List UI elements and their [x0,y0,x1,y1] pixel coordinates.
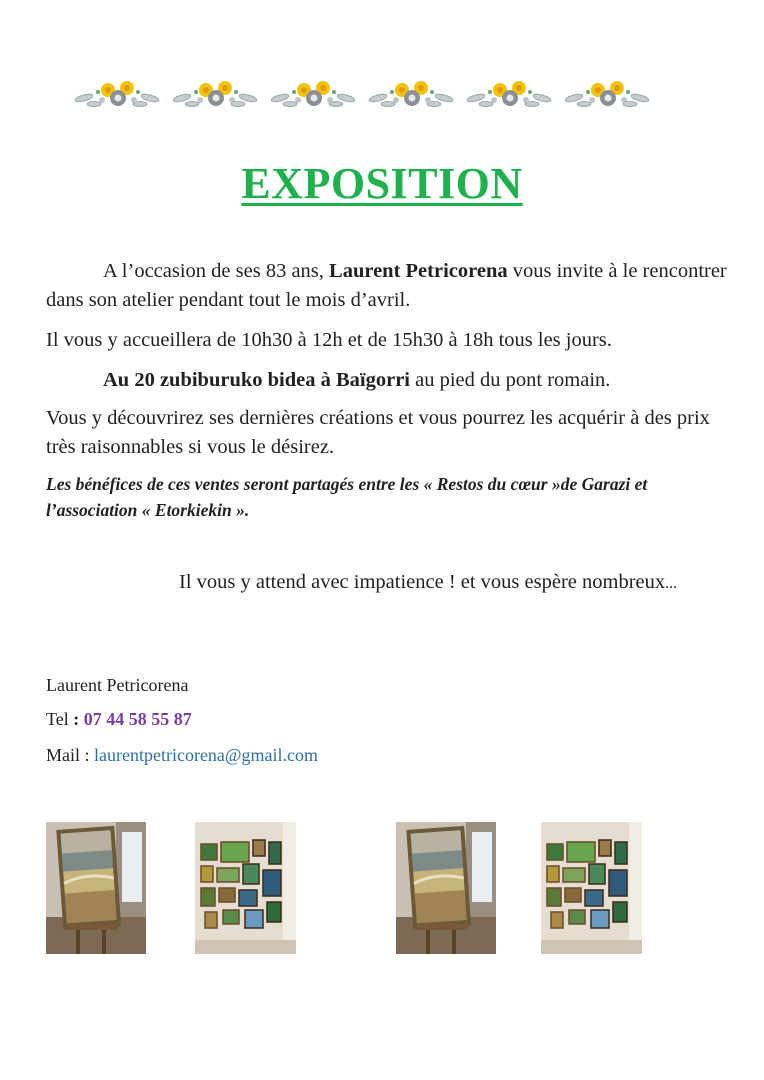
gallery-wall-image [541,822,642,954]
artist-name: Laurent Petricorena [329,260,508,282]
closing-text: Il vous y attend avec impatience ! et vous espère nombreux [179,571,666,593]
page-title: EXPOSITION [241,159,523,208]
flower-ornament-icon [464,72,554,116]
phone-colon: : [73,709,84,729]
easel-painting-image [46,822,146,954]
closing-ellipsis: ... [665,575,678,592]
flower-ornament-icon [72,72,162,116]
contact-name: Laurent Petricorena [46,675,189,695]
contact-phone-line [46,706,736,733]
photo-easel-painting [46,822,146,954]
contact-mail-line [46,742,736,769]
phone-label: Tel [46,709,74,729]
closing-paragraph [46,568,736,598]
benefits-note: Les bénéfices de ces ventes seront partagés entre les « Restos du cœur »de Garazi et l’association « Etorkiekin ». [46,474,648,520]
photo-easel-painting [396,822,496,954]
email-link[interactable]: laurentpetricorena@gmail.com [94,745,318,765]
intro-text-end: vous invite à le rencontrer dans son atelier pendant tout le mois d’avril. [46,260,727,311]
intro-paragraph [46,257,736,315]
hours-paragraph: Il vous y accueillera de 10h30 à 12h et de 15h30 à 18h tous les jours. [46,329,612,351]
easel-painting-image [396,822,496,954]
gallery-wall-image [195,822,296,954]
discover-paragraph: Vous y découvrirez ses dernières créations et vous pourrez les acquérir à des prix très raisonnables si vous le désirez. [46,407,710,458]
flower-ornament-icon [366,72,456,116]
address-rest: au pied du pont romain. [410,369,611,391]
address-paragraph [46,366,736,395]
flower-ornament-icon [170,72,260,116]
photo-gallery-wall [195,822,296,954]
intro-text-start: A l’occasion de ses 83 ans, [103,260,330,282]
flower-border [72,72,652,116]
mail-label: Mail : [46,745,94,765]
flower-ornament-icon [562,72,652,116]
address-bold: Au 20 zubiburuko bidea à Baïgorri [103,369,410,391]
phone-number[interactable]: 07 44 58 55 87 [83,709,192,729]
flower-ornament-icon [268,72,358,116]
photo-gallery-wall [541,822,642,954]
